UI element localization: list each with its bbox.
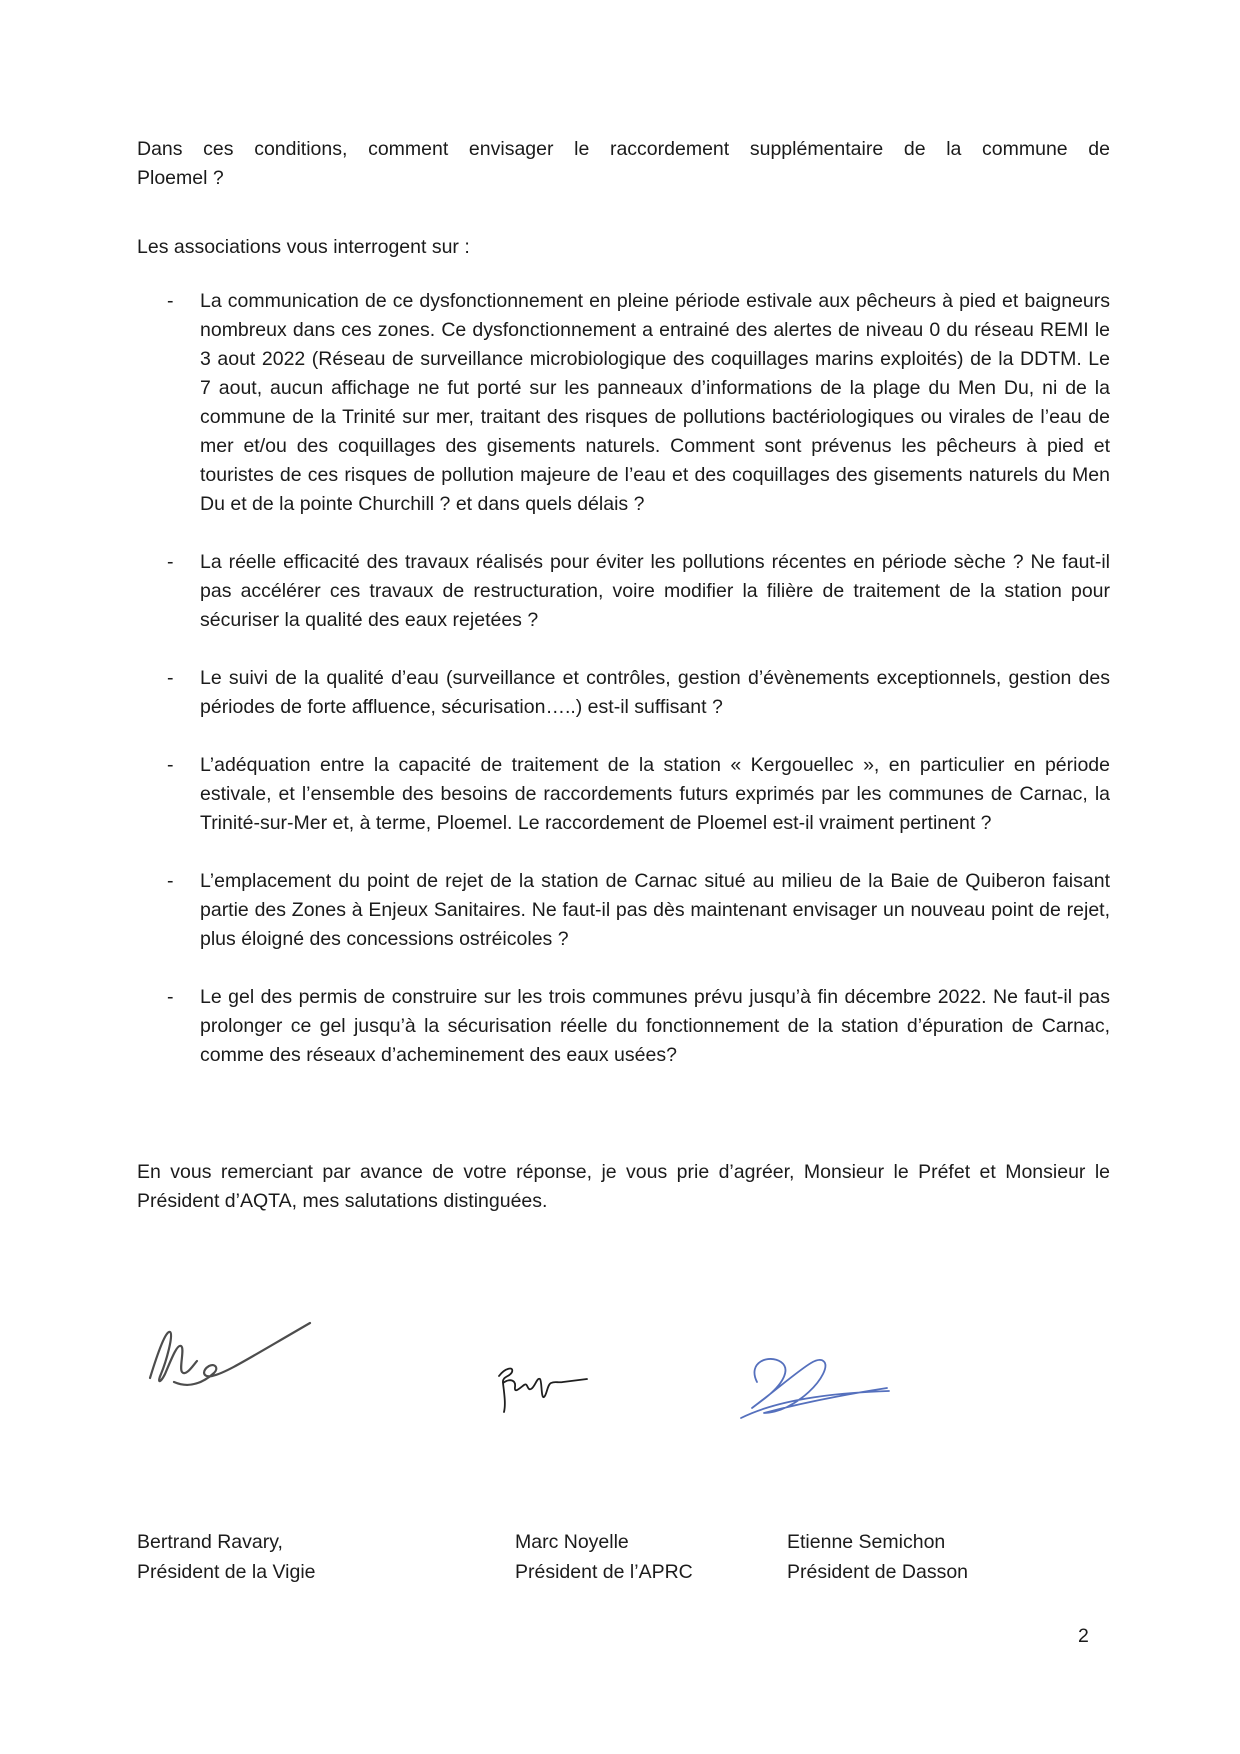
signatory-name: Bertrand Ravary,	[137, 1531, 283, 1553]
signatory-name: Etienne Semichon	[787, 1531, 946, 1553]
question-item-2	[167, 548, 1110, 635]
signature-ink-icon	[142, 1316, 317, 1386]
question-text-4: L’adéquation entre la capacité de traitement de la station « Kergouellec », en particulier en période estivale, et l’ensemble des besoins de raccordements futurs exprimés par les communes de Carnac, la Trinité-sur-Mer et, à terme, Ploemel. Le raccordement de Ploemel est-il vraiment pertinent ?	[200, 754, 1110, 834]
question-text-5: L’emplacement du point de rejet de la station de Carnac situé au milieu de la Baie de Quiberon faisant partie des Zones à Enjeux Sanitaires. Ne faut-il pas dès maintenant envisager un nouveau point de rejet, plus éloigné des concessions ostréicoles ?	[200, 870, 1110, 950]
signatory-title: Président de la Vigie	[137, 1561, 316, 1583]
question-item-6	[167, 983, 1110, 1070]
signatory-bertrand-ravary	[137, 1527, 316, 1587]
question-item-3	[167, 664, 1110, 722]
bullet-marker: -	[167, 986, 174, 1008]
signature-ink-icon	[733, 1352, 893, 1426]
questions-list	[137, 287, 1110, 1070]
letter-body	[137, 135, 1110, 1216]
questions-heading: Les associations vous interrogent sur :	[137, 236, 470, 258]
question-item-1	[167, 287, 1110, 519]
question-item-5	[167, 867, 1110, 954]
signatory-title: Président de Dasson	[787, 1561, 969, 1583]
bullet-marker: -	[167, 290, 174, 312]
signature-marc-noyelle	[487, 1360, 599, 1418]
intro-line-2: Ploemel ?	[137, 167, 224, 189]
signature-etienne-semichon	[733, 1352, 893, 1426]
signatory-name: Marc Noyelle	[515, 1531, 629, 1553]
closing-paragraph: En vous remerciant par avance de votre réponse, je vous prie d’agréer, Monsieur le Préfet et Monsieur le Président d’AQTA, mes salutations distinguées.	[137, 1161, 1110, 1212]
signature-ink-icon	[487, 1360, 599, 1418]
question-item-4	[167, 751, 1110, 838]
signatory-marc-noyelle	[515, 1527, 693, 1587]
bullet-marker: -	[167, 754, 174, 776]
bullet-marker: -	[167, 870, 174, 892]
question-text-2: La réelle efficacité des travaux réalisés pour éviter les pollutions récentes en période sèche ? Ne faut-il pas accélérer ces travaux de restructuration, voire modifier la filière de traitement de la station pour sécuriser la qualité des eaux rejetées ?	[200, 551, 1110, 631]
bullet-marker: -	[167, 667, 174, 689]
bullet-marker: -	[167, 551, 174, 573]
intro-line-1: Dans ces conditions, comment envisager le raccordement supplémentaire de la commune de	[137, 138, 1110, 160]
question-text-3: Le suivi de la qualité d’eau (surveillance et contrôles, gestion d’évènements exceptionnels, gestion des périodes de forte affluence, sécurisation…..) est-il suffisant ?	[200, 667, 1110, 718]
question-text-1: La communication de ce dysfonctionnement en pleine période estivale aux pêcheurs à pied et baigneurs nombreux dans ces zones. Ce dysfonctionnement a entrainé des alertes de niveau 0 du réseau REMI le 3 aout 2022 (Réseau de surveillance microbiologique des coquillages marins exploités) de la DDTM. Le 7 aout, aucun affichage ne fut porté sur les panneaux d’informations de la plage du Men Du, ni de la commune de la Trinité sur mer, traitant des risques de pollutions bactériologiques ou virales de l’eau de mer et/ou des coquillages des gisements naturels. Comment sont prévenus les pêcheurs à pied et touristes de ces risques de pollution majeure de l’eau et des coquillages des gisements naturels du Men Du et de la pointe Churchill ? et dans quels délais ?	[200, 290, 1110, 515]
page-number: 2	[1078, 1625, 1089, 1647]
signatory-title: Président de l’APRC	[515, 1561, 693, 1583]
question-text-6: Le gel des permis de construire sur les trois communes prévu jusqu’à fin décembre 2022. Ne faut-il pas prolonger ce gel jusqu’à la sécurisation réelle du fonctionnement de la station d’épuration de Carnac, comme des réseaux d’acheminement des eaux usées?	[200, 986, 1110, 1066]
signatory-etienne-semichon	[787, 1527, 968, 1587]
intro-paragraph	[137, 135, 1110, 193]
signature-bertrand-ravary	[142, 1316, 317, 1386]
